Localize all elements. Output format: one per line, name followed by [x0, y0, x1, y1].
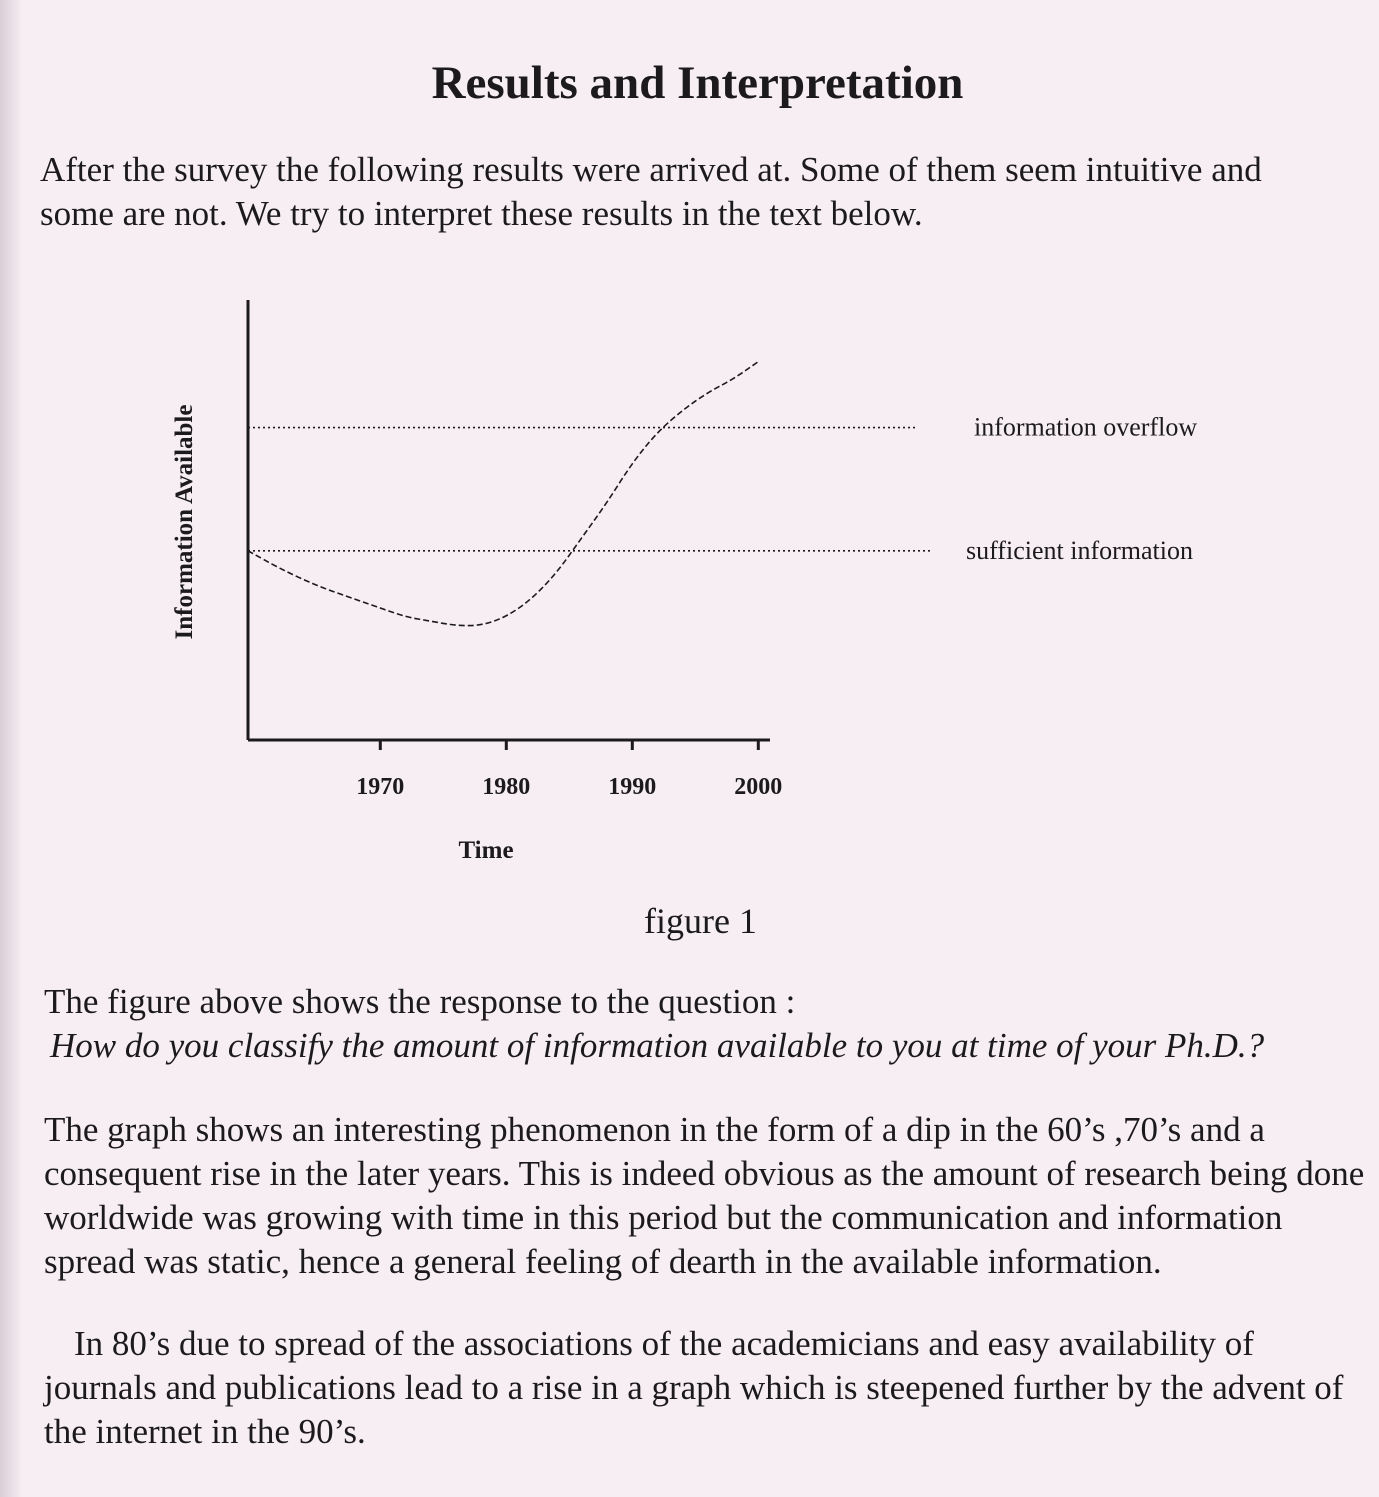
- x-tick-label: 1970: [356, 774, 405, 800]
- lead-paragraph: The figure above shows the response to the question :: [44, 982, 796, 1021]
- intro-paragraph: After the survey the following results were arrived at. Some of them seem intuitive and some are not. We try to interpret these results in the text below.: [40, 150, 1262, 233]
- reference-line-label: sufficient information: [966, 535, 1193, 565]
- reference-line-label: information overflow: [974, 412, 1198, 442]
- series-line: [248, 362, 758, 626]
- x-tick-label: 1980: [482, 774, 531, 800]
- x-axis-label: Time: [458, 837, 514, 864]
- body-paragraph-2: In 80’s due to spread of the associations of the academicians and easy availability of journals and publications lead to a rise in a graph which is steepened further by the advent of the internet in the 90’s.: [44, 1324, 1344, 1451]
- figure-caption: figure 1: [644, 901, 757, 941]
- survey-question: How do you classify the amount of information available to you at time of your Ph.D.?: [50, 1026, 1265, 1065]
- body-paragraph-1: The graph shows an interesting phenomenon in the form of a dip in the 60’s ,70’s and a consequent rise in the later years. This is indeed obvious as the amount of research being done worldwide was growing with time in this period but the communication and information spread was static, hence a general feeling of dearth in the available information.: [44, 1110, 1365, 1281]
- x-tick-label: 2000: [734, 774, 783, 800]
- page-title: Results and Interpretation: [431, 57, 964, 109]
- y-axis-label: Information Available: [171, 404, 198, 640]
- x-tick-label: 1990: [608, 774, 657, 800]
